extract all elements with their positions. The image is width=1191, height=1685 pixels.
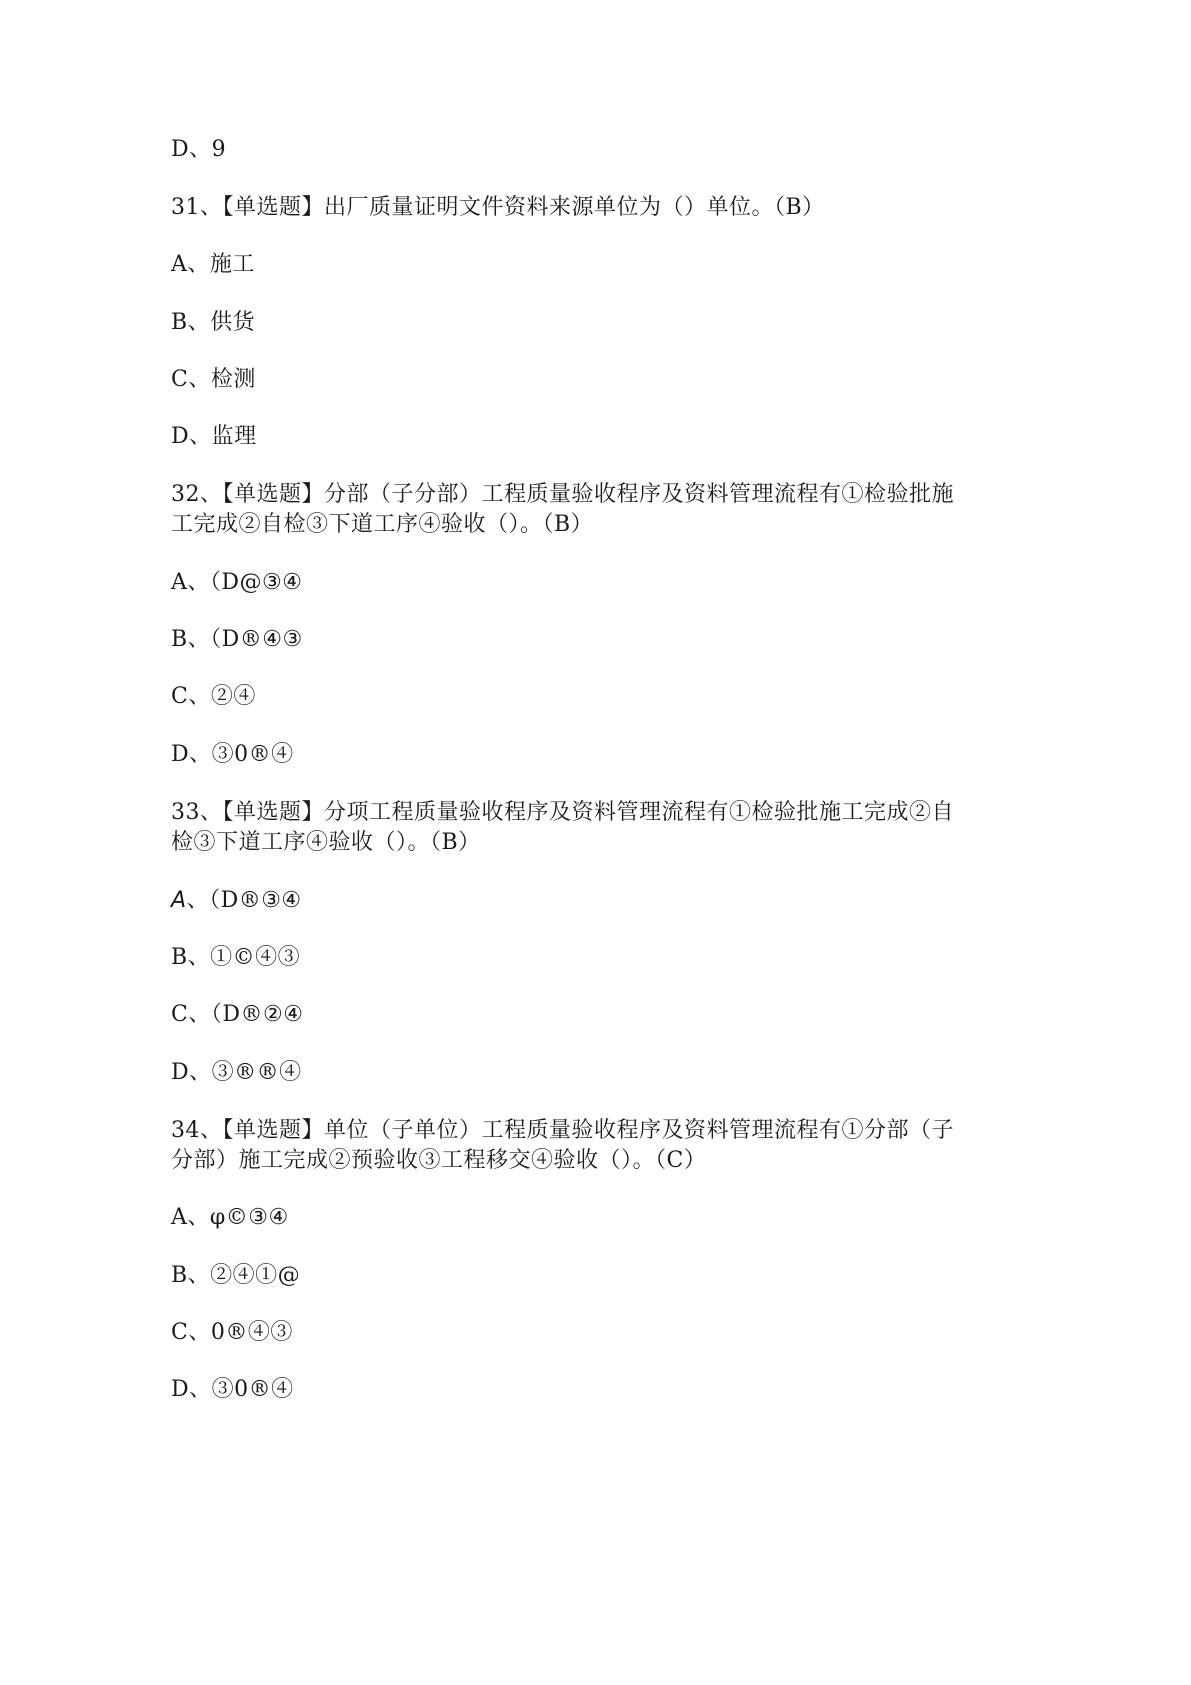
- option-d-q30: D、9: [171, 137, 227, 162]
- option-b-q32: B、（D®④③: [171, 627, 303, 652]
- option-b-q34: B、②④①@: [171, 1263, 301, 1288]
- option-b-q31: B、供货: [171, 310, 256, 335]
- option-letter: A: [171, 888, 187, 913]
- option-c-q33: C、（D®②④: [171, 1002, 304, 1027]
- question-34-line-2: 分部）施工完成②预验收③工程移交④验收（）。（C）: [171, 1148, 707, 1173]
- question-34-line-1: 34、【单选题】单位（子单位）工程质量验收程序及资料管理流程有①分部（子: [171, 1118, 954, 1143]
- option-d-q34: D、③0®④: [171, 1377, 294, 1402]
- question-31: 31、【单选题】出厂质量证明文件资料来源单位为（）单位。（B）: [171, 195, 825, 220]
- option-d-q31: D、监理: [171, 424, 257, 449]
- question-32-line-1: 32、【单选题】分部（子分部）工程质量验收程序及资料管理流程有①检验批施: [171, 482, 954, 507]
- question-33-line-2: 检③下道工序④验收（）。（B）: [171, 830, 481, 855]
- option-d-q33: D、③®®④: [171, 1060, 302, 1085]
- option-text: 、（D®③④: [186, 888, 302, 913]
- option-a-q34: A、φ©③④: [171, 1205, 289, 1230]
- question-32-line-2: 工完成②自检③下道工序④验收（）。（B）: [171, 512, 594, 537]
- option-c-q31: C、检测: [171, 367, 256, 392]
- option-b-q33: B、①©④③: [171, 945, 301, 970]
- option-a-q33: [171, 884, 1041, 918]
- option-c-q32: C、②④: [171, 684, 256, 709]
- option-d-q32: D、③0®④: [171, 742, 294, 767]
- option-a-q31: A、施工: [171, 252, 255, 277]
- question-33-line-1: 33、【单选题】分项工程质量验收程序及资料管理流程有①检验批施工完成②自: [171, 800, 954, 825]
- option-a-q32: A、（D@③④: [171, 570, 303, 595]
- option-c-q34: C、0®④③: [171, 1320, 293, 1345]
